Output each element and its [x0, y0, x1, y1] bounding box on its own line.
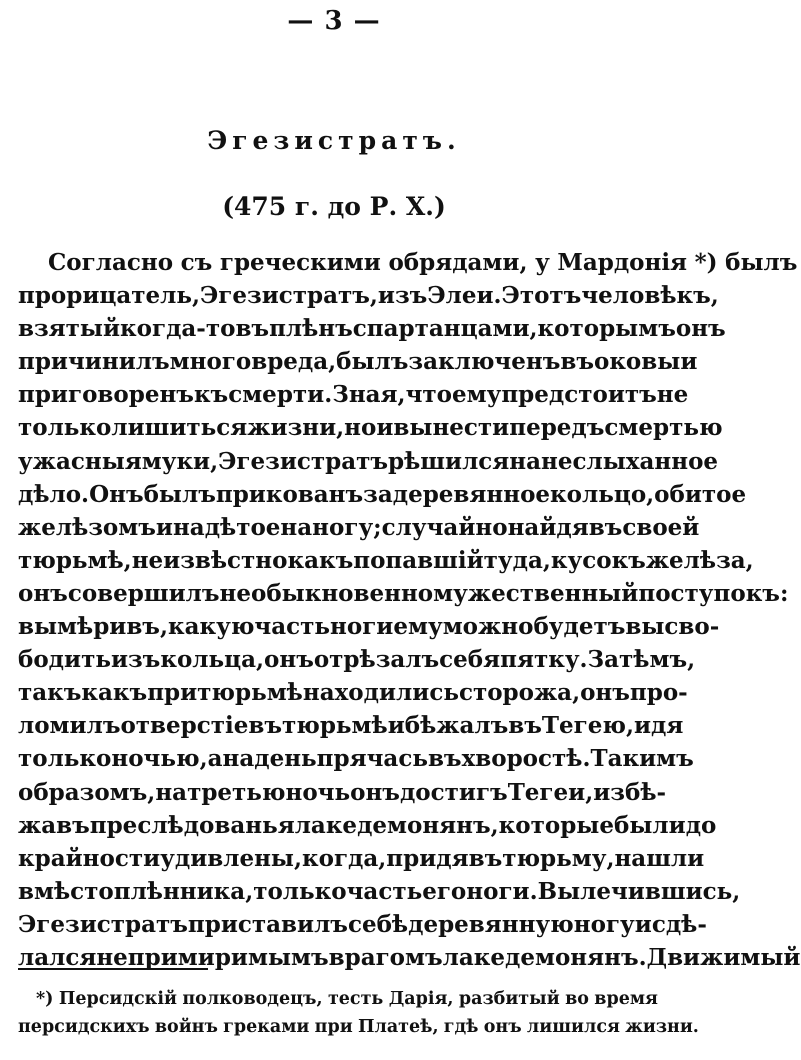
footnote — [18, 985, 699, 1041]
text-line: крайности удивлены, когда, придя въ тюрьму, нашли — [18, 844, 705, 872]
footnote-line: *) Персидскій полководецъ, тесть Дарія, разбитый во время — [36, 989, 658, 1009]
text-line: образомъ, на третью ночь онъ достигъ Тегеи, избѣ- — [18, 778, 667, 806]
text-line: такъ какъ при тюрьмѣ находились сторожа, онъ про- — [18, 679, 688, 707]
footnote-divider — [18, 968, 208, 970]
text-line: лался непримиримымъ врагомъ лакедемонянъ. Движимый — [18, 943, 801, 971]
text-line: онъ совершилъ необыкновенно мужественный поступокъ: — [18, 579, 789, 607]
body-text — [18, 246, 801, 974]
text-line: только лишиться жизни, но и вынести передъ смертью — [18, 414, 723, 442]
chapter-date: (475 г. до Р. Х.) — [222, 192, 446, 221]
text-line: жавъ преслѣдованья лакедемонянъ, которые были до — [18, 811, 717, 839]
text-line: Согласно съ греческими обрядами, у Мардонія *) былъ — [48, 249, 798, 276]
text-line: вымѣривъ, какую часть ноги ему можно будетъ высво- — [18, 613, 720, 641]
chapter-title: Эгезистратъ. — [207, 126, 461, 155]
text-line: бодить изъ кольца, онъ отрѣзалъ себя пятку. Затѣмъ, — [18, 646, 696, 674]
text-line: Эгезистратъ приставилъ себѣ деревянную ногу и сдѣ- — [18, 910, 707, 938]
page-number: — 3 — — [287, 6, 381, 36]
text-line: тюрьмѣ, неизвѣстно какъ попавшій туда, кусокъ желѣза, — [18, 546, 754, 574]
text-line: ломилъ отверстіе въ тюрьмѣ и бѣжалъ въ Тегею, идя — [18, 712, 684, 740]
text-line: желѣзомъ и надѣтое на ногу; случайно найдя въ своей — [18, 513, 700, 541]
footnote-line: персидскихъ войнъ греками при Платеѣ, гдѣ онъ лишился жизни. — [18, 1017, 699, 1037]
text-line: дѣло. Онъ былъ прикованъ за деревянное кольцо, обитое — [18, 480, 747, 508]
text-line: ужасныя муки, Эгезистратъ рѣшился на неслыханное — [18, 447, 719, 475]
text-line: причинилъ много вреда, былъ заключенъ въ оковы и — [18, 348, 698, 376]
text-line: приговоренъ къ смерти. Зная, что ему предстоитъ не — [18, 381, 689, 409]
text-line: взятый когда-то въ плѣнъ спартанцами, которымъ онъ — [18, 315, 726, 343]
text-line: вмѣсто плѣнника, только часть его ноги. Вылечившись, — [18, 877, 741, 905]
text-line: только ночью, а на день прячась въ хворостѣ. Такимъ — [18, 745, 694, 773]
text-line: прорицатель, Эгезистратъ, изъ Элеи. Этотъ человѣкъ, — [18, 282, 719, 310]
